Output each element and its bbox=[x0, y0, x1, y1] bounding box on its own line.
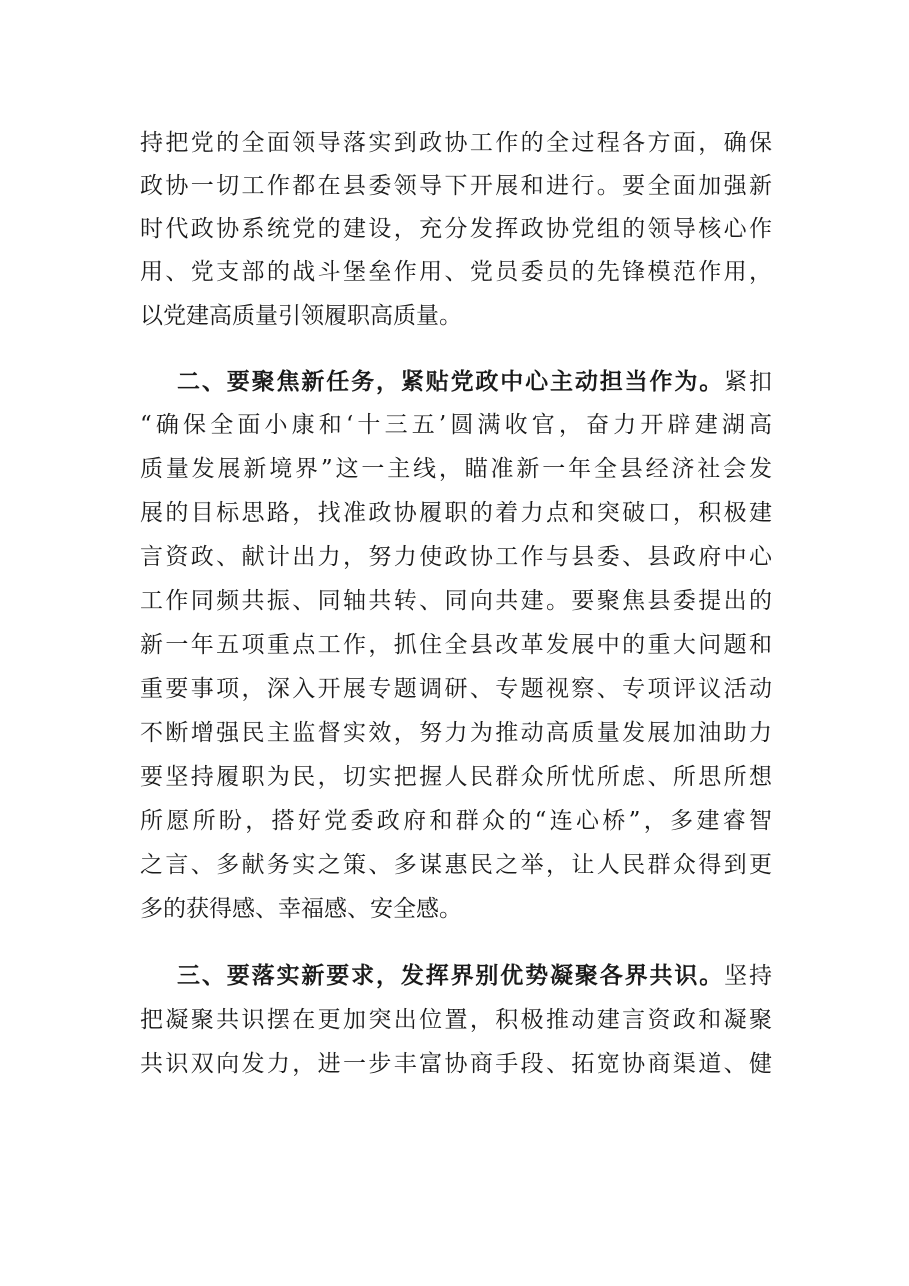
paragraph-3-first-line bbox=[177, 960, 772, 992]
paragraph-2-line-6: 工作同频共振、同轴共转、同向共建。要聚焦县委提出的 bbox=[140, 588, 772, 614]
paragraph-2-line-13: 多的获得感、幸福感、安全感。 bbox=[140, 896, 462, 922]
paragraph-2-line-4: 展的目标思路，找准政协履职的着力点和突破口，积极建 bbox=[140, 500, 772, 526]
paragraph-1-line-5: 以党建高质量引领履职高质量。 bbox=[140, 303, 462, 329]
paragraph-3-line-2: 把凝聚共识摆在更加突出位置，积极推动建言资政和凝聚 bbox=[140, 1007, 772, 1033]
paragraph-1-line-1: 持把党的全面领导落实到政协工作的全过程各方面，确保 bbox=[140, 130, 772, 156]
paragraph-2-line-2: “确保全面小康和‘十三五’圆满收官，奋力开辟建湖高 bbox=[140, 412, 772, 438]
paragraph-2-line-12: 之言、多献务实之策、多谋惠民之举，让人民群众得到更 bbox=[140, 852, 772, 878]
paragraph-3-first-line-rest: 坚持 bbox=[724, 963, 773, 989]
section-heading-3: 三、要落实新要求，发挥界别优势凝聚各界共识。 bbox=[177, 962, 725, 989]
paragraph-2-line-3: 质量发展新境界”这一主线，瞄准新一年全县经济社会发 bbox=[140, 456, 772, 482]
paragraph-2-line-10: 要坚持履职为民，切实把握人民群众所忧所虑、所思所想 bbox=[140, 764, 772, 790]
paragraph-2-line-8: 重要事项，深入开展专题调研、专题视察、专项评议活动 bbox=[140, 676, 772, 702]
paragraph-1-line-4: 用、党支部的战斗堡垒作用、党员委员的先锋模范作用， bbox=[140, 259, 772, 285]
paragraph-2-line-11: 所愿所盼，搭好党委政府和群众的“连心桥”，多建睿智 bbox=[140, 808, 772, 834]
paragraph-1-line-3: 时代政协系统党的建设，充分发挥政协党组的领导核心作 bbox=[140, 216, 772, 242]
paragraph-3-line-3: 共识双向发力，进一步丰富协商手段、拓宽协商渠道、健 bbox=[140, 1051, 772, 1077]
section-heading-2: 二、要聚焦新任务，紧贴党政中心主动担当作为。 bbox=[177, 368, 725, 395]
paragraph-2-line-7: 新一年五项重点工作，抓住全县改革发展中的重大问题和 bbox=[140, 632, 772, 658]
paragraph-2-first-line bbox=[177, 366, 772, 398]
paragraph-2-line-5: 言资政、献计出力，努力使政协工作与县委、县政府中心 bbox=[140, 544, 772, 570]
paragraph-1-line-2: 政协一切工作都在县委领导下开展和进行。要全面加强新 bbox=[140, 173, 772, 199]
paragraph-2-line-9: 不断增强民主监督实效，努力为推动高质量发展加油助力 bbox=[140, 720, 772, 746]
paragraph-2-first-line-rest: 紧扣 bbox=[724, 369, 773, 395]
